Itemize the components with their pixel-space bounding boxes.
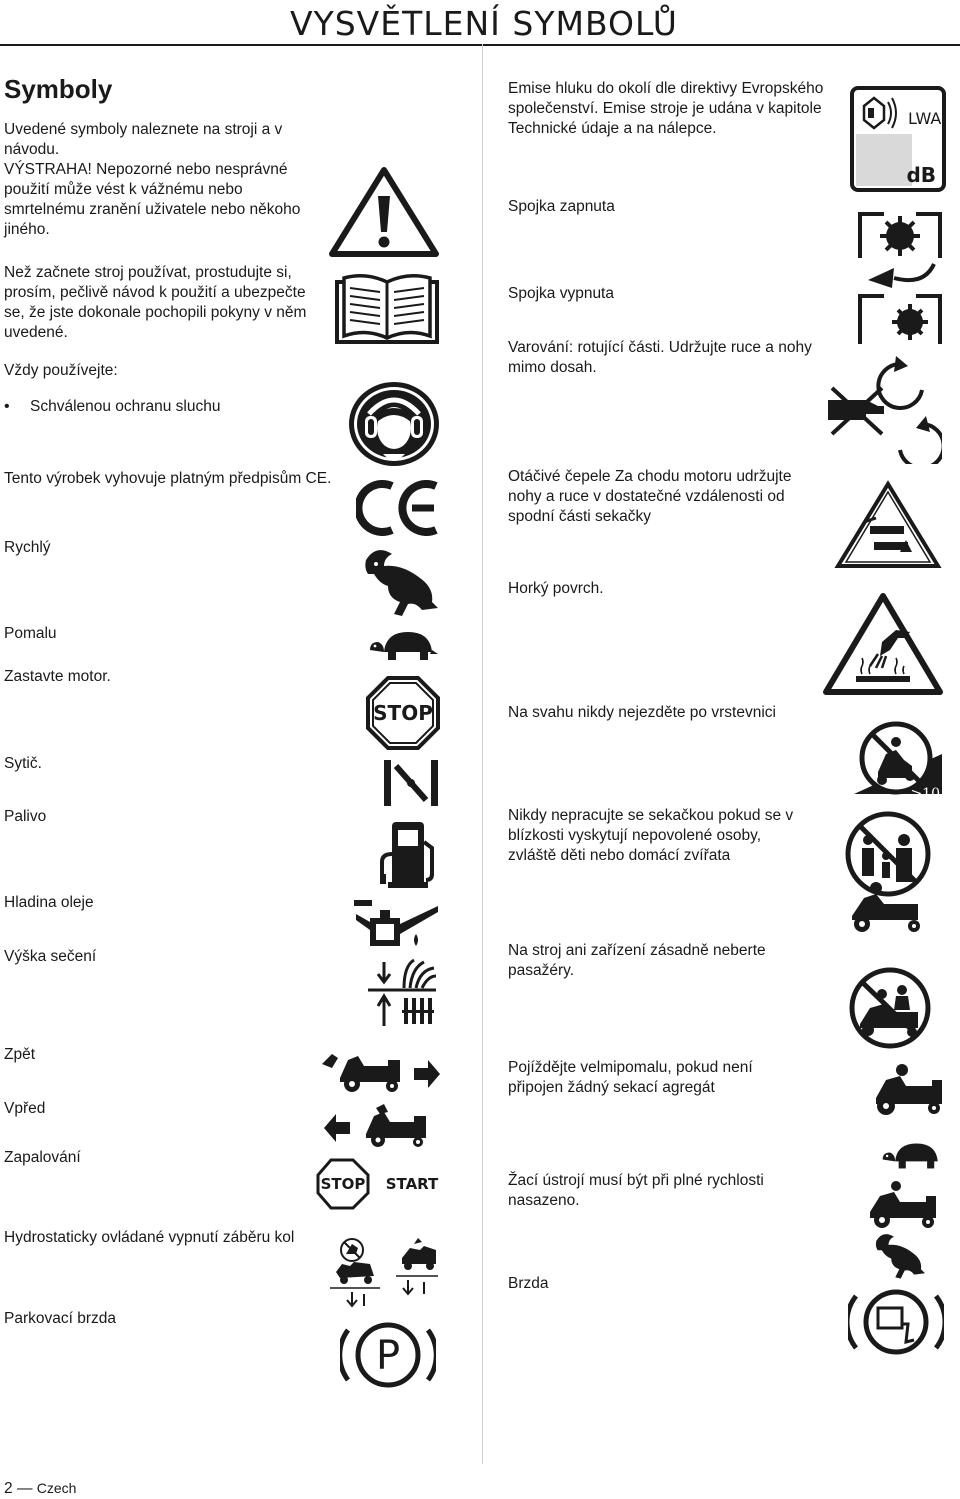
ce-mark-icon [356,478,442,538]
reverse-mower-icon [318,1048,442,1096]
parking-brake-text: Parkovací brzda [4,1310,116,1327]
lwa-label: LWA [908,109,942,128]
hydrostatic-text: Hydrostaticky ovládané vypnutí záběru kol [4,1229,295,1246]
warning-text: VÝSTRAHA! Nepozorné nebo nesprávné použití může vést k vážnému nebo smrtelnému zranění uživatele nebo někoho jiného. [4,161,301,238]
hydrostatic-release-icon [330,1236,440,1308]
choke-text: Sytič. [4,755,42,772]
stop-engine-text: Zastavte motor. [4,668,111,685]
full-speed-rabbit-icon [872,1230,928,1280]
title-rule [0,44,960,46]
always-use-text: Vždy používejte: [4,362,118,379]
ignition-text: Zapalování [4,1149,81,1166]
hot-surface-text: Horký povrch. [508,580,604,597]
drive-slow-text: Pojíždějte velmipomalu, pokud není připojen žádný sekací agregát [508,1059,753,1096]
clutch-engaged-icon [854,208,946,290]
slope-degrees-label: >10 [910,786,940,802]
ignition-stop-start-icon [316,1158,444,1210]
ear-protection-text: Schválenou ochranu sluchu [30,398,221,415]
forward-text: Vpřed [4,1100,46,1117]
no-bystanders-icon [838,810,942,938]
rabbit-fast-icon [362,544,440,618]
slow-turtle-icon [880,1140,944,1172]
fuel-text: Palivo [4,808,47,825]
full-speed-mower-icon [866,1180,944,1230]
rotating-parts-text: Varování: rotující části. Udržujte ruce a nohy mimo dosah. [508,339,812,376]
no-passengers-text: Na stroj ani zařízení zásadně neberte pasažéry. [508,942,766,979]
bullet-marker: • [4,398,10,415]
footer-dash: — [16,1480,33,1497]
parking-brake-icon [340,1318,436,1392]
blades-text: Otáčivé čepele Za chodu motoru udržujte nohy a ruce v dostatečné vzdálenosti od spodní části sekačky [508,468,792,525]
reverse-text: Zpět [4,1046,36,1063]
clutch-on-text: Spojka zapnuta [508,198,615,215]
column-divider [482,44,483,1464]
slow-mower-no-deck-icon [872,1062,944,1118]
blade-warning-triangle-icon [834,480,942,570]
fast-text: Rychlý [4,539,51,556]
db-label: dB [906,163,936,187]
bystanders-text: Nikdy nepracujte se sekačkou pokud se v blízkosti vyskytují nepovolené osoby, zvláště děti nebo domácí zvířata [508,807,794,864]
cutting-height-text: Výška sečení [4,948,97,965]
stop-sign-label: STOP [373,701,433,725]
section-heading: Symboly [4,74,113,104]
cutting-height-icon [366,958,438,1030]
forward-mower-icon [322,1104,434,1148]
footer-language: Czech [36,1480,77,1496]
hot-surface-warning-icon [822,592,944,696]
ear-protection-icon [347,380,441,468]
turtle-slow-icon [368,628,438,664]
stop-sign-icon [366,676,440,750]
rotating-parts-warning-icon [826,350,942,464]
fuel-pump-icon [378,818,438,890]
no-passengers-icon [840,966,940,1050]
ignition-start-label: START [385,1175,439,1193]
oil-level-text: Hladina oleje [4,894,94,911]
read-manual-text: Než začnete stroj používat, prostudujte si, prosím, pečlivě návod k použití a ubezpečte se, že jste dokonale pochopili pokyny v něm uvedené. [4,264,307,341]
parking-letter: P [375,1333,401,1379]
full-speed-text: Žací ústrojí musí být při plné rychlosti nasazeno. [508,1172,764,1209]
choke-icon [382,758,440,808]
ce-text: Tento výrobek vyhovuje platným předpisům CE. [4,470,332,487]
brake-text: Brzda [508,1275,549,1292]
clutch-disengaged-icon [854,290,946,348]
page-title: VYSVĚTLENÍ SYMBOLŮ [290,4,678,43]
slow-text: Pomalu [4,625,57,642]
read-manual-book-icon [334,270,440,346]
ignition-stop-label: STOP [320,1175,366,1193]
noise-text: Emise hluku do okolí dle direktivy Evropského společenství. Emise stroje je udána v kapitole Technické údaje a na nálepce. [508,80,824,137]
no-slope-driving-icon [852,720,944,806]
oil-can-icon [354,898,440,950]
warning-triangle-icon [328,166,440,258]
noise-lwa-db-label-icon [850,86,946,192]
slope-text: Na svahu nikdy nejezděte po vrstevnici [508,704,776,721]
brake-pedal-icon [848,1284,944,1360]
clutch-off-text: Spojka vypnuta [508,285,614,302]
page-footer [4,1480,76,1498]
page-number: 2 [4,1480,13,1497]
intro-text: Uvedené symboly naleznete na stroji a v návodu. [4,121,283,158]
